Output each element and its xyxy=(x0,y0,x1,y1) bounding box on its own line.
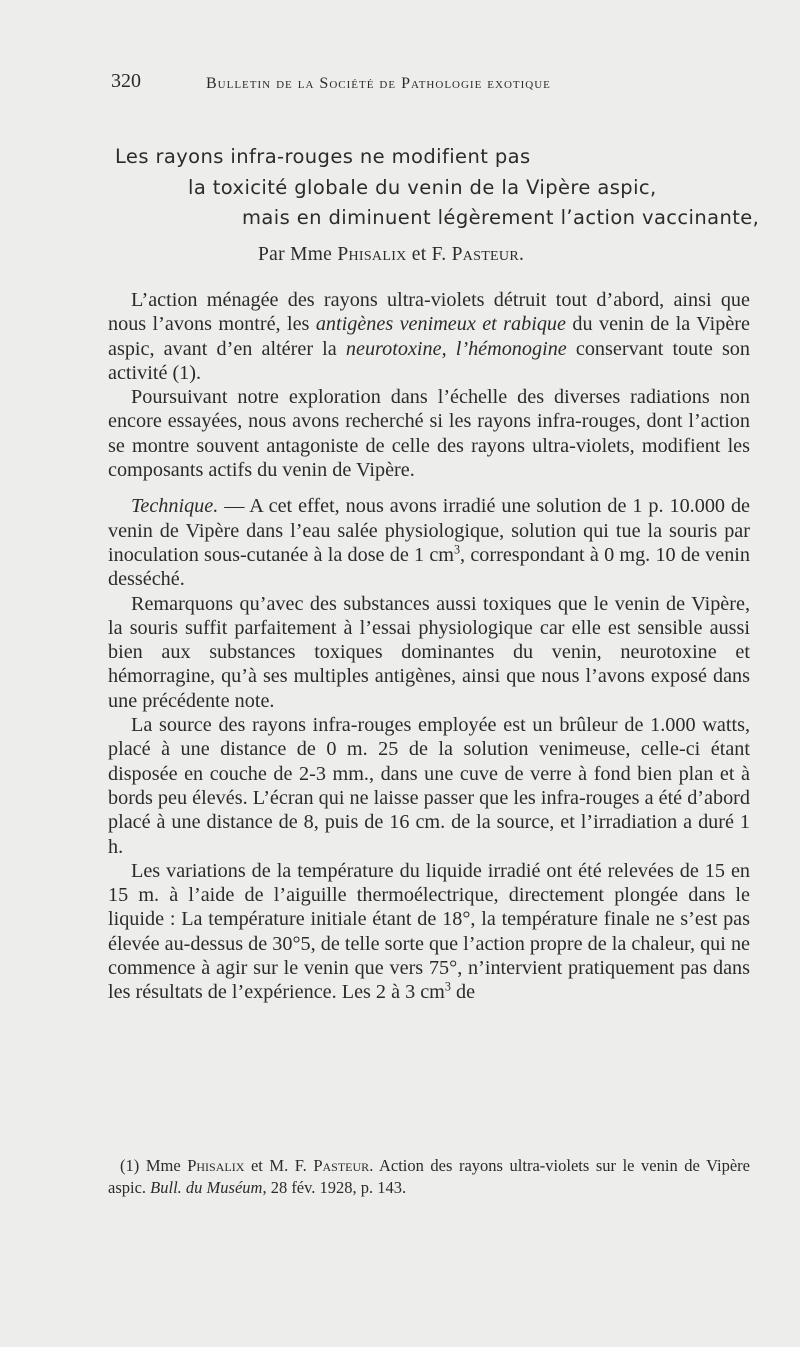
footnote-marker: (1) xyxy=(120,1156,140,1175)
footnote-author-1: Phisalix xyxy=(187,1156,245,1175)
p1-italic-2: neurotoxine, l’hémonogine xyxy=(345,337,567,360)
paragraph-1 xyxy=(108,288,750,385)
footnote-mid: et M. F. xyxy=(244,1156,314,1175)
p1-italic-1: antigènes venimeux et rabique xyxy=(315,313,566,336)
authors-conjunction: et F. xyxy=(411,244,447,265)
author-2: Pasteur. xyxy=(451,244,525,265)
p3-text-b: , correspondant à 0 mg. 10 de venin desséché. xyxy=(108,543,750,591)
article-body xyxy=(108,288,750,1005)
footnote xyxy=(108,1155,750,1199)
paragraph-2: Poursuivant notre exploration dans l’échelle des diverses radiations non encore essayées, nous avons recherché si les rayons infra-rouges, dont l’action se montre souvent antagoniste de celle des rayons ultra-violets, modifient les composants actifs du venin de Vipère. xyxy=(108,386,750,482)
p3-superscript: 3 xyxy=(453,542,461,557)
p3-text-a: — A cet effet, nous avons irradié une solution de 1 p. 10.000 de venin de Vipère dans l’eau salée physiologique, solution qui tue la souris par inoculation sous-cutanée à la dose de 1 cm xyxy=(108,495,750,566)
p1-text-b: du venin de la Vipère aspic, avant d’en altérer la xyxy=(108,313,750,360)
paragraph-3 xyxy=(108,494,750,591)
author-1: Phisalix xyxy=(337,244,407,265)
authors-prefix: Par Mme xyxy=(258,244,333,265)
p6-text-b: de xyxy=(450,981,476,1004)
paragraph-5: La source des rayons infra-rouges employée est un brûleur de 1.000 watts, placé à une distance de 0 m. 25 de la solution venimeuse, celle-ci étant disposée en couche de 2-3 mm., dans une cuve de verre à fond bien plan et à bords peu élevés. L’écran qui ne laisse passer que les infra-rouges a été d’abord placé à une distance de 8, puis de 16 cm. de la source, et l’irradiation a duré 1 h. xyxy=(108,714,750,858)
footnote-tail: , 28 fév. 1928, p. 143. xyxy=(262,1178,407,1197)
p1-text-c: conservant toute son activité (1). xyxy=(108,337,750,384)
footnote-prefix: Mme xyxy=(139,1156,188,1175)
article-title-line-1: Les rayons infra-rouges ne modifient pas xyxy=(115,145,531,168)
running-head: Bulletin de la Société de Pathologie exotique xyxy=(206,75,551,92)
footnote-author-2: Pasteur xyxy=(313,1156,370,1175)
footnote-text xyxy=(108,1155,750,1199)
article-title-line-2: la toxicité globale du venin de la Vipère aspic, xyxy=(188,176,657,199)
footnote-body: . Action des rayons ultra-violets sur le venin de Vipère aspic. xyxy=(108,1156,750,1197)
p6-text-a: Les variations de la température du liquide irradié ont été relevées de 15 en 15 m. à l’aide de l’aiguille thermoélectrique, directement plongée dans le liquide : La température initiale étant de 18°, la température finale ne s’est pas élevée au-dessus de 30°5, de telle sorte que l’action propre de la chaleur, qui ne commence à agir sur le venin que vers 75°, n’intervient pratiquement pas dans les résultats de l’expérience. Les 2 à 3 cm xyxy=(108,859,750,1004)
p1-text-a: L’action ménagée des rayons ultra-violets détruit tout d’abord, ainsi que nous l’avons montré, les xyxy=(108,289,750,336)
page-number: 320 xyxy=(111,70,141,92)
author-byline xyxy=(258,244,524,266)
footnote-source: Bull. du Muséum xyxy=(150,1178,263,1197)
p6-superscript: 3 xyxy=(444,979,451,994)
paragraph-6 xyxy=(108,859,750,1005)
p3-italic: Technique. xyxy=(131,495,219,518)
article-title-line-3: mais en diminuent légèrement l’action vaccinante, xyxy=(242,206,760,229)
paragraph-4: Remarquons qu’avec des substances aussi toxiques que le venin de Vipère, la souris suffit parfaitement à l’essai physiologique car elle est sensible aussi bien aux substances toxiques dominantes du venin, neurotoxine et hémorragine, qu’à ses multiples antigènes, ainsi que nous l’avons exposé dans une précédente note. xyxy=(108,592,750,712)
